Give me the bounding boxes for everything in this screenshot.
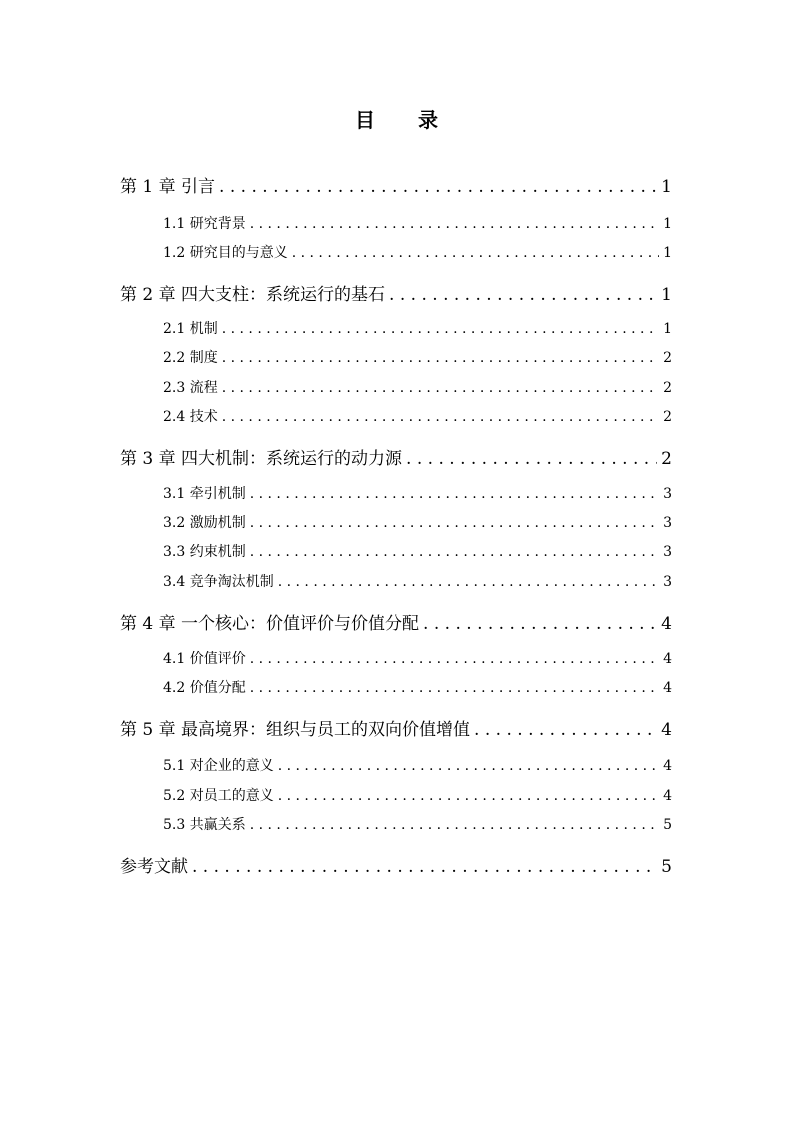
toc-page-number: 2 — [663, 380, 672, 396]
toc-dot-leader — [250, 486, 659, 502]
toc-page-number: 3 — [663, 544, 672, 560]
toc-section-entry[interactable] — [163, 242, 672, 262]
toc-entry-label: 5.3 共赢关系 — [163, 817, 246, 833]
toc-dot-leader — [222, 409, 659, 425]
toc-dot-leader — [222, 350, 659, 366]
toc-section-entry[interactable] — [163, 406, 672, 426]
toc-section-entry[interactable] — [163, 571, 672, 591]
toc-page-number: 2 — [663, 409, 672, 425]
toc-entry-label: 第 2 章 四大支柱：系统运行的基石 — [120, 285, 386, 305]
toc-dot-leader — [389, 285, 657, 305]
toc-dot-leader — [222, 380, 659, 396]
toc-entry-label: 1.1 研究背景 — [163, 216, 246, 232]
toc-dot-leader — [192, 857, 657, 877]
toc-section-entry[interactable] — [163, 541, 672, 561]
toc-section-entry[interactable] — [163, 512, 672, 532]
toc-dot-leader — [406, 449, 657, 469]
toc-page-number: 2 — [663, 350, 672, 366]
toc-entry-label: 第 5 章 最高境界：组织与员工的双向价值增值 — [120, 720, 471, 740]
toc-section-entry[interactable] — [163, 483, 672, 503]
toc-dot-leader — [250, 680, 659, 696]
toc-chapter-entry[interactable] — [120, 280, 672, 305]
toc-entry-label: 2.2 制度 — [163, 350, 218, 366]
toc-page-number: 5 — [661, 857, 672, 877]
toc-section-entry[interactable] — [163, 377, 672, 397]
toc-entry-label: 2.3 流程 — [163, 380, 218, 396]
toc-entry-label: 5.2 对员工的意义 — [163, 788, 274, 804]
toc-chapter-entry[interactable] — [120, 172, 672, 197]
toc-entry-label: 第 4 章 一个核心：价值评价与价值分配 — [120, 614, 420, 634]
toc-dot-leader — [292, 245, 659, 261]
toc-dot-leader — [474, 720, 657, 740]
toc-entry-label: 5.1 对企业的意义 — [163, 758, 274, 774]
toc-entry-label: 4.2 价值分配 — [163, 680, 246, 696]
toc-dot-leader — [250, 216, 659, 232]
toc-page-number: 3 — [663, 515, 672, 531]
toc-page-number: 4 — [661, 614, 672, 634]
toc-entry-label: 第 3 章 四大机制：系统运行的动力源 — [120, 449, 403, 469]
toc-chapter-entry[interactable] — [120, 444, 672, 469]
toc-section-entry[interactable] — [163, 347, 672, 367]
toc-page-number: 5 — [663, 817, 672, 833]
toc-page-number: 4 — [661, 720, 672, 740]
toc-page-number: 1 — [663, 321, 672, 337]
toc-dot-leader — [250, 515, 659, 531]
toc-page-number: 3 — [663, 574, 672, 590]
toc-dot-leader — [250, 817, 659, 833]
toc-entry-label: 2.4 技术 — [163, 409, 218, 425]
toc-dot-leader — [423, 614, 657, 634]
toc-section-entry[interactable] — [163, 755, 672, 775]
toc-entry-label: 参考文献 — [120, 857, 188, 877]
toc-page-number: 4 — [663, 758, 672, 774]
toc-dot-leader — [222, 321, 659, 337]
toc-dot-leader — [250, 544, 659, 560]
toc-page-number: 1 — [663, 216, 672, 232]
toc-page-number: 1 — [661, 285, 672, 305]
toc-entry-label: 3.3 约束机制 — [163, 544, 246, 560]
toc-entry-label: 第 1 章 引言 — [120, 177, 216, 197]
toc-page-number: 4 — [663, 788, 672, 804]
toc-dot-leader — [278, 758, 659, 774]
toc-dot-leader — [219, 177, 657, 197]
toc-page-number: 2 — [661, 449, 672, 469]
toc-chapter-entry[interactable] — [120, 852, 672, 877]
toc-entry-label: 4.1 价值评价 — [163, 651, 246, 667]
toc-chapter-entry[interactable] — [120, 715, 672, 740]
toc-page-number: 1 — [661, 177, 672, 197]
toc-section-entry[interactable] — [163, 785, 672, 805]
toc-page-number: 3 — [663, 486, 672, 502]
toc-entry-label: 1.2 研究目的与意义 — [163, 245, 288, 261]
toc-entry-label: 3.2 激励机制 — [163, 515, 246, 531]
toc-section-entry[interactable] — [163, 814, 672, 834]
toc-page-number: 4 — [663, 680, 672, 696]
toc-section-entry[interactable] — [163, 648, 672, 668]
toc-dot-leader — [250, 651, 659, 667]
toc-entry-label: 3.1 牵引机制 — [163, 486, 246, 502]
toc-title: 目 录 — [355, 108, 456, 132]
toc-entry-label: 2.1 机制 — [163, 321, 218, 337]
toc-chapter-entry[interactable] — [120, 609, 672, 634]
toc-dot-leader — [278, 574, 659, 590]
toc-page-number: 4 — [663, 651, 672, 667]
toc-dot-leader — [278, 788, 659, 804]
toc-entry-label: 3.4 竞争淘汰机制 — [163, 574, 274, 590]
toc-section-entry[interactable] — [163, 318, 672, 338]
toc-page-number: 1 — [663, 245, 672, 261]
toc-section-entry[interactable] — [163, 213, 672, 233]
toc-section-entry[interactable] — [163, 677, 672, 697]
